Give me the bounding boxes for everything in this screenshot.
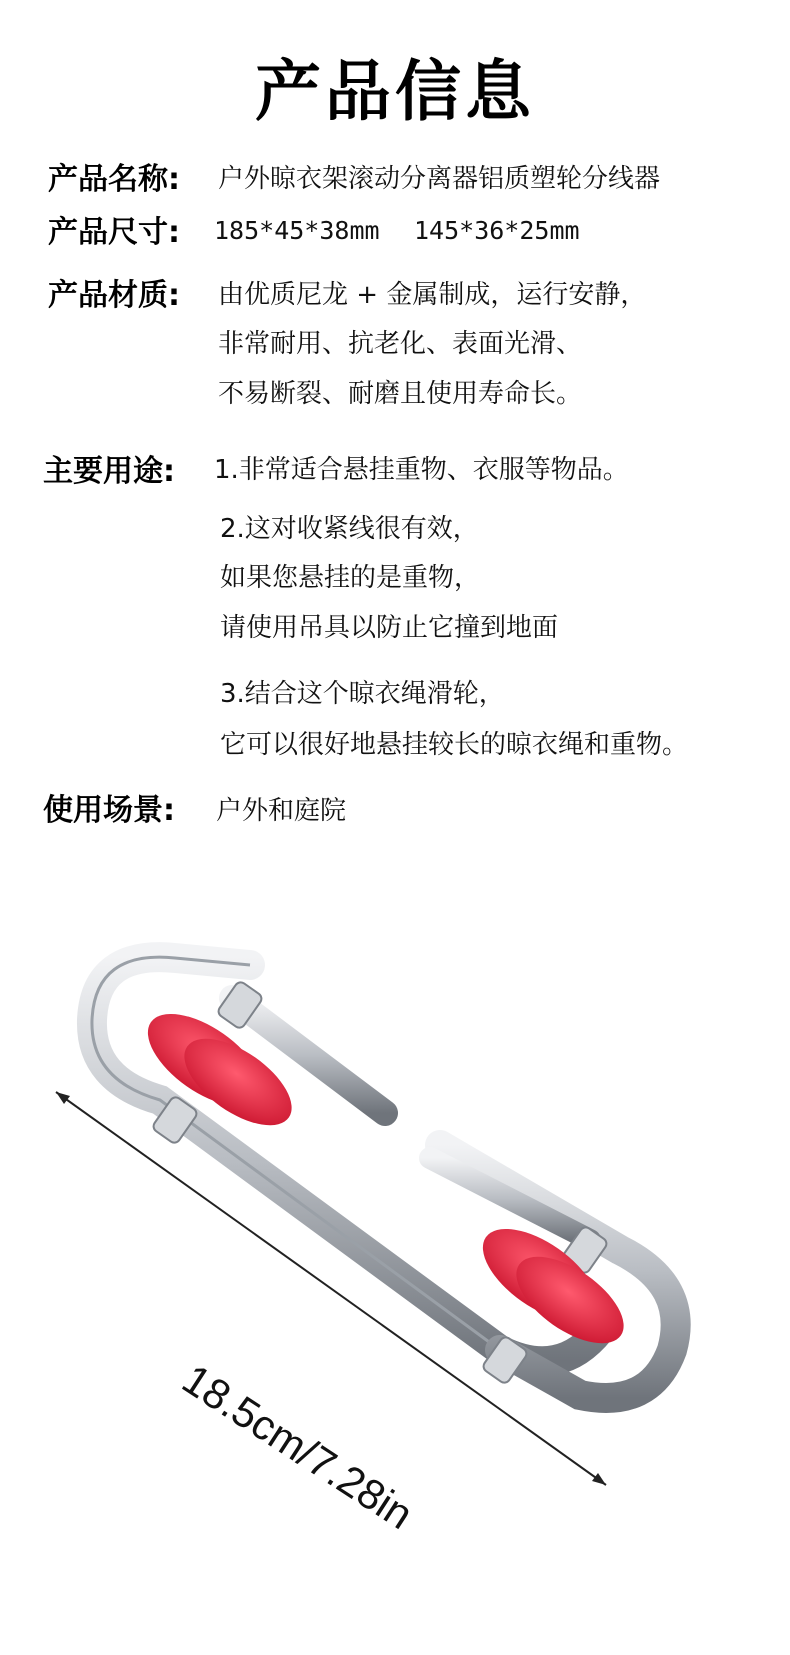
usage-line: 它可以很好地悬挂较长的晾衣绳和重物。 [220, 730, 689, 760]
material-line: 由优质尼龙 + 金属制成，运行安静， [218, 280, 647, 310]
material-line: 非常耐用、抗老化、表面光滑、 [218, 329, 583, 359]
product-name-label: 产品名称: [48, 162, 180, 197]
scene-label: 使用场景: [43, 793, 175, 828]
product-size-value-2: 145*36*25mm [414, 216, 580, 245]
usage-line: 1.非常适合悬挂重物、衣服等物品。 [214, 455, 629, 485]
product-size-label: 产品尺寸: [48, 215, 180, 250]
product-size-value-1: 185*45*38mm [214, 216, 380, 245]
dimension-label: 18.5cm/7.28in [174, 1355, 422, 1539]
product-name-value: 户外晾衣架滚动分离器铝质塑轮分线器 [218, 164, 661, 194]
scene-value: 户外和庭院 [216, 796, 347, 826]
usage-line: 3.结合这个晾衣绳滑轮， [220, 679, 505, 709]
usage-label: 主要用途: [43, 454, 175, 489]
material-label: 产品材质: [48, 278, 180, 313]
usage-line: 如果您悬挂的是重物， [220, 563, 481, 593]
material-line: 不易断裂、耐磨且使用寿命长。 [218, 379, 583, 409]
usage-line: 2.这对收紧线很有效， [220, 514, 479, 544]
product-image [0, 930, 790, 1490]
page-title: 产品信息 [255, 53, 535, 130]
usage-line: 请使用吊具以防止它撞到地面 [220, 613, 559, 643]
